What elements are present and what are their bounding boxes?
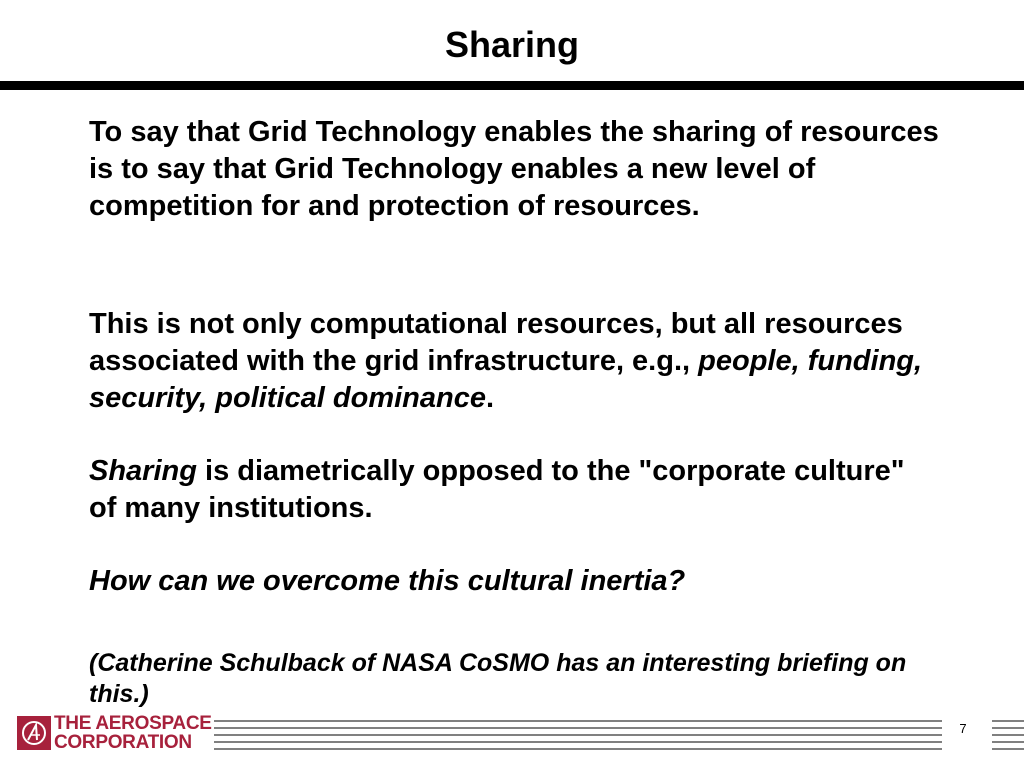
slide-footer: [0, 714, 1024, 754]
logo-line-1: THE AEROSPACE: [54, 713, 212, 734]
paragraph-corporate-culture: [89, 453, 939, 527]
paragraph-resources-end: .: [485, 382, 495, 414]
paragraph-culture-keyword: Sharing: [89, 455, 197, 487]
logo-line-2: CORPORATION: [54, 732, 192, 753]
paragraph-resources-examples: people, funding, security, political dominance: [89, 345, 923, 414]
paragraph-culture-rest: is diametrically opposed to the "corporate culture" of many institutions.: [89, 455, 905, 524]
paragraph-resources: [89, 306, 939, 417]
page-number: 7: [959, 721, 967, 736]
footer-rule-lines-right: [992, 720, 1024, 750]
company-logo-text: [54, 714, 214, 752]
paragraph-grid-sharing: To say that Grid Technology enables the sharing of resources is to say that Grid Technology enables a new level of competition for and protection of resources.: [89, 116, 939, 222]
paragraph-resources-lead: This is not only computational resources, but all resources associated with the grid infrastructure, e.g.,: [89, 308, 903, 377]
slide-title: Sharing: [444, 24, 579, 65]
footer-rule-lines: [214, 720, 942, 750]
aerospace-logo-icon: [17, 716, 51, 750]
question-text: How can we overcome this cultural inertia?: [89, 565, 686, 597]
briefing-note: (Catherine Schulback of NASA CoSMO has an interesting briefing on this.): [89, 649, 907, 708]
title-divider: [0, 81, 1024, 90]
